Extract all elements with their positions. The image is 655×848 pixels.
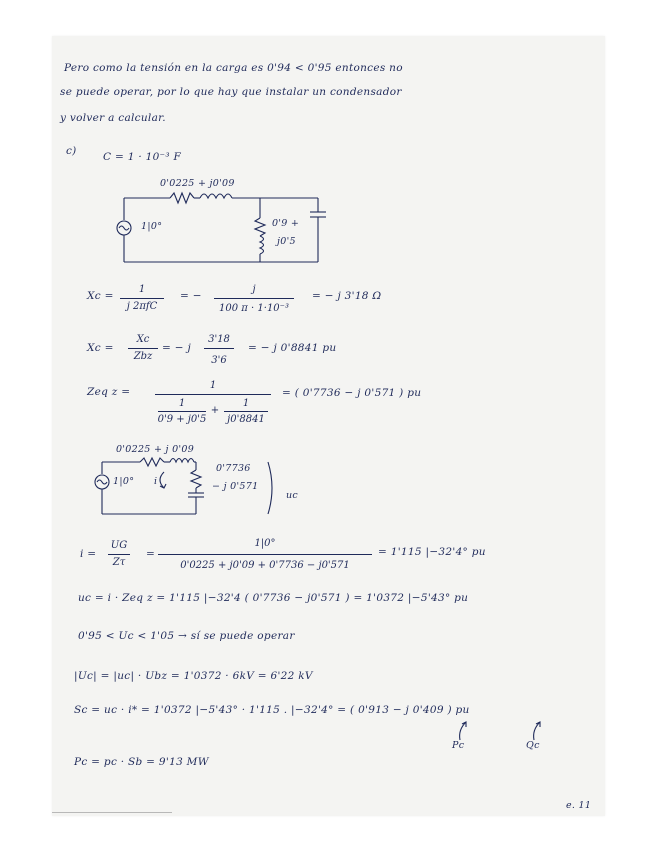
line-impedance-label: 0'0225 + j0'09 (160, 178, 235, 189)
section-label: c) (66, 145, 77, 157)
xcpu-num2: 3'18 (208, 334, 230, 345)
xcpu-lhs: Xc = (87, 342, 114, 354)
i-bar2 (158, 554, 372, 555)
line-impedance-label-2: 0'0225 + j 0'09 (116, 444, 195, 455)
zeq-d2n: 1 (242, 398, 250, 409)
source-label-2: 1|0° (113, 476, 135, 487)
xcpu-bar (128, 348, 158, 349)
zeq-lhs: Zeq z = (87, 386, 131, 398)
uc-calc: uc = i · Zeq z = 1'115 |−32'4 ( 0'7736 − j0'571 ) = 1'0372 |−5'43° pu (78, 592, 469, 604)
footer-rule (52, 812, 172, 813)
xcpu-result: = − j 0'8841 pu (248, 342, 337, 354)
voltage-uc-label: uc (286, 490, 299, 501)
xcpu-bar2 (204, 348, 234, 349)
xc-bar (120, 298, 164, 299)
zeq-d1d: 0'9 + j0'5 (157, 414, 207, 425)
load-eq-real: 0'7736 (216, 463, 251, 474)
zeq-plus: + (210, 405, 220, 416)
i-bar (108, 554, 130, 555)
pc-arrow-label: Pc (452, 740, 465, 751)
xc-num: 1 (138, 284, 146, 295)
current-label: i (154, 476, 158, 487)
zeq-num: 1 (209, 380, 217, 391)
zeq-d2d: j0'8841 (227, 414, 265, 425)
sc-calc: Sc = uc · i* = 1'0372 |−5'43° · 1'115 . |−32'4° = ( 0'913 − j 0'409 ) pu (74, 704, 470, 716)
xcpu-den2: 3'6 (211, 355, 227, 366)
xcpu-den: Zbz (133, 351, 153, 362)
i-lhs: i = (80, 548, 97, 560)
text-line-2: se puede operar, por lo que hay que instalar un condensador (60, 86, 402, 98)
xc-den: j 2πfC (126, 301, 158, 312)
page-number: e. 11 (566, 800, 592, 811)
xc-bar2 (214, 298, 294, 299)
xc-mid: = − (180, 290, 202, 302)
xc-lhs: Xc = (87, 290, 114, 302)
i-num2: 1|0° (254, 538, 276, 549)
zeq-d2bar (224, 411, 268, 412)
text-line-3: y volver a calcular. (60, 112, 166, 124)
zeq-bar (155, 394, 271, 395)
operation-condition: 0'95 < Uc < 1'05 → sí se puede operar (78, 630, 295, 642)
i-result: = 1'115 |−32'4° pu (378, 546, 486, 558)
i-eq: = (146, 548, 156, 560)
xcpu-mid: = − j (162, 342, 192, 354)
capacitance-value: C = 1 · 10⁻³ F (103, 151, 182, 163)
text-line-1: Pero como la tensión en la carga es 0'94 < 0'95 entonces no (64, 62, 403, 74)
zeq-d1bar (158, 411, 206, 412)
xc-den2: 100 π · 1·10⁻³ (219, 303, 289, 314)
source-label-1: 1|0° (141, 221, 163, 232)
qc-arrow-label: Qc (526, 740, 540, 751)
xc-result: = − j 3'18 Ω (312, 290, 382, 302)
xcpu-num: Xc (136, 334, 150, 345)
xc-num2: j (252, 284, 256, 295)
zeq-d1n: 1 (178, 398, 186, 409)
i-num: UG (110, 540, 128, 551)
load-eq-imag: − j 0'571 (212, 481, 259, 492)
load-imag-1: j0'5 (277, 236, 296, 247)
i-den2: 0'0225 + j0'09 + 0'7736 − j0'571 (180, 560, 350, 571)
i-den: Zτ (112, 557, 126, 568)
load-real-1: 0'9 + (272, 218, 300, 229)
pc-result: Pc = pc · Sb = 9'13 MW (74, 756, 209, 768)
zeq-result: = ( 0'7736 − j 0'571 ) pu (282, 387, 422, 399)
uc-magnitude: |Uc| = |uc| · Ubz = 1'0372 · 6kV = 6'22 kV (74, 670, 313, 682)
